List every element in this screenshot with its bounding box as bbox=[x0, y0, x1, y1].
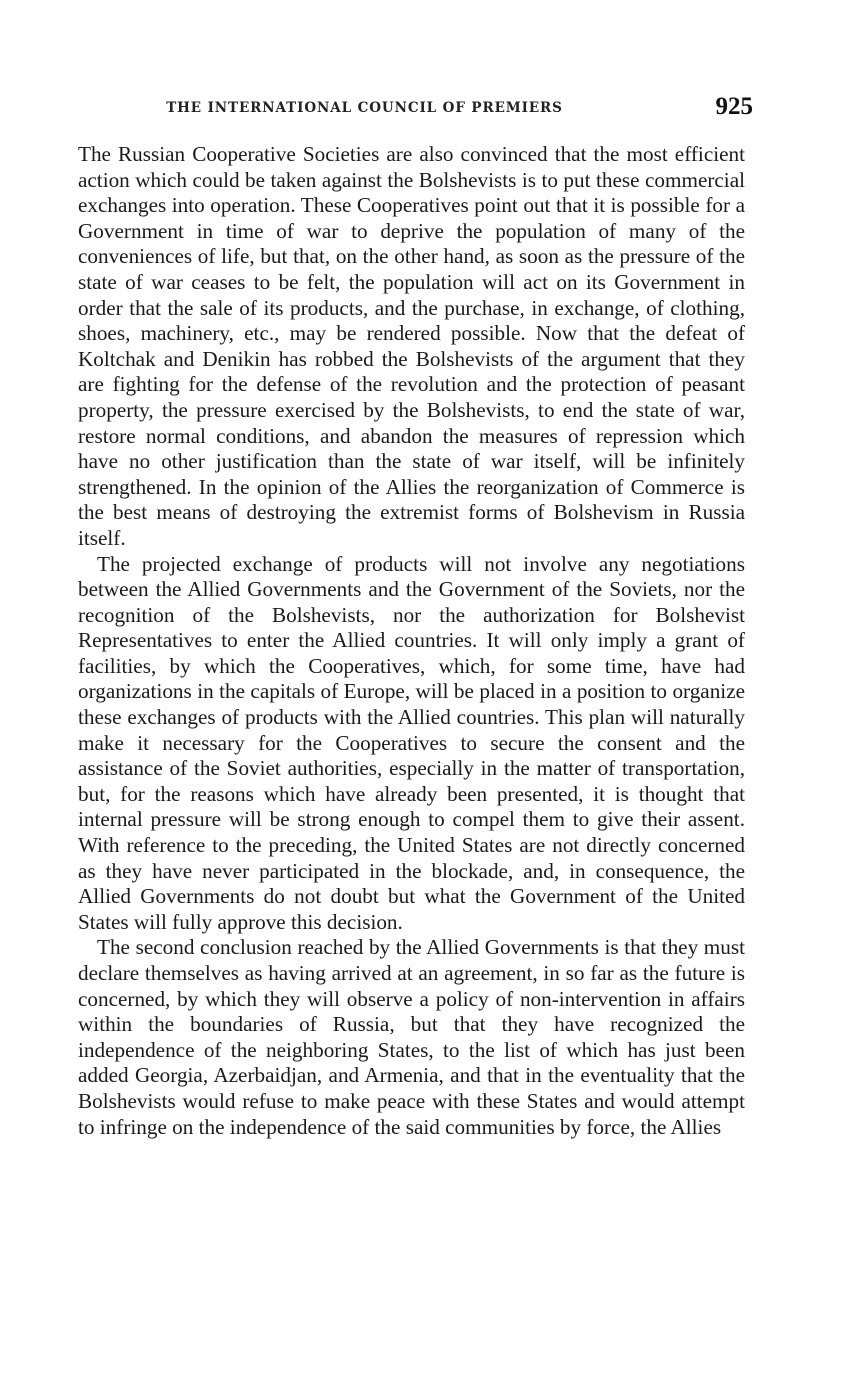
running-head bbox=[80, 93, 753, 122]
paragraph-russian-cooperatives: The Russian Cooperative Societies are also convinced that the most efficient action which could be taken against the Bolshevists is to put these commercial exchanges into operation. These Cooperatives point out that it is possible for a Government in time of war to deprive the population of many of the conveniences of life, but that, on the other hand, as soon as the pressure of the state of war ceases to be felt, the population will act on its Government in order that the sale of its products, and the purchase, in exchange, of clothing, shoes, machinery, etc., may be rendered possible. Now that the defeat of Koltchak and Denikin has robbed the Bolshevists of the argument that they are fighting for the defense of the revolution and the protection of peasant property, the pressure exercised by the Bolshevists, to end the state of war, restore normal conditions, and abandon the measures of repression which have no other justification than the state of war itself, will be infinitely strengthened. In the opinion of the Allies the reorganization of Commerce is the best means of destroying the extremist forms of Bolshevism in Russia itself. bbox=[78, 142, 745, 550]
running-title: THE INTERNATIONAL COUNCIL OF PREMIERS bbox=[166, 100, 563, 116]
page-number: 925 bbox=[715, 93, 753, 120]
paragraph-second-conclusion: The second conclusion reached by the Allied Governments is that they must declare themselves as having arrived at an agreement, in so far as the future is concerned, by which they will observe a policy of non-intervention in affairs within the boundaries of Russia, but that they have recognized the independence of the neighboring States, to the list of which has just been added Georgia, Azerbaidjan, and Armenia, and that in the eventuality that the Bolshevists would refuse to make peace with these States and would attempt to infringe on the independence of the said communities by force, the Allies bbox=[78, 935, 745, 1139]
body-text bbox=[78, 142, 745, 1140]
paragraph-projected-exchange: The projected exchange of products will not involve any negotiations between the Allied Governments and the Government of the Soviets, nor the recognition of the Bolshevists, nor the authorization for Bolshevist Representatives to enter the Allied countries. It will only imply a grant of facilities, by which the Cooperatives, which, for some time, have had organizations in the capitals of Europe, will be placed in a position to organize these exchanges of products with the Allied countries. This plan will naturally make it necessary for the Cooperatives to secure the consent and the assistance of the Soviet authorities, especially in the matter of transportation, but, for the reasons which have already been presented, it is thought that internal pressure will be strong enough to compel them to give their assent. With reference to the preceding, the United States are not directly concerned as they have never participated in the blockade, and, in consequence, the Allied Governments do not doubt but what the Government of the United States will fully approve this decision. bbox=[78, 551, 745, 934]
